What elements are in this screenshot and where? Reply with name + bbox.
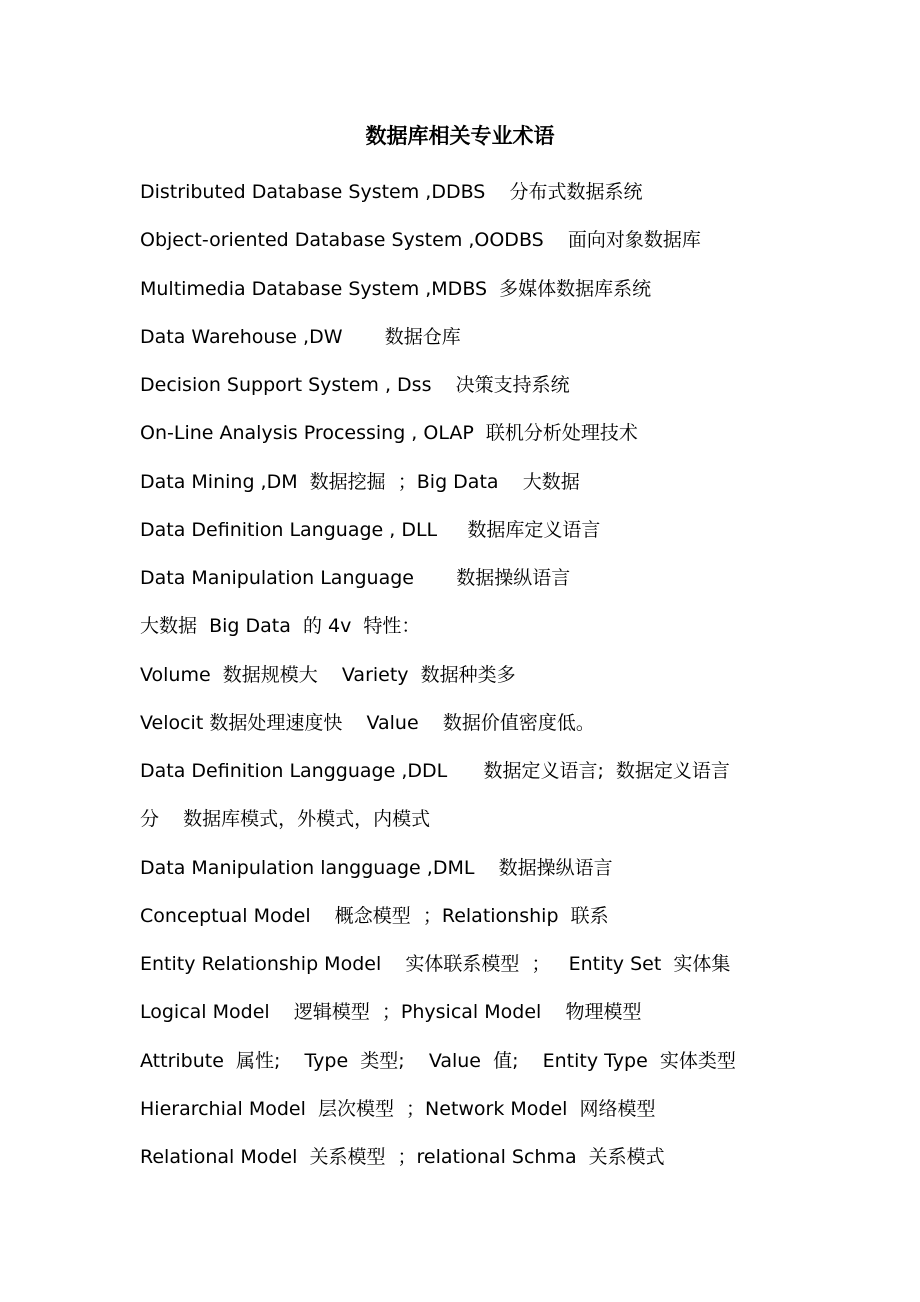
term-line: Distributed Database System ,DDBS 分布式数据系统 bbox=[140, 181, 643, 203]
term-line: On-Line Analysis Processing , OLAP 联机分析处理技术 bbox=[140, 422, 638, 445]
term-line: Object-oriented Database System ,OODBS 面向对象数据库 bbox=[140, 229, 701, 252]
term-line: Data Definition Language , DLL 数据库定义语言 bbox=[140, 518, 601, 541]
term-list bbox=[140, 168, 800, 1181]
term-line: Data Warehouse ,DW 数据仓库 bbox=[140, 325, 461, 348]
term-line: Decision Support System , Dss 决策支持系统 bbox=[140, 374, 570, 396]
term-line: 分 数据库模式，外模式，内模式 bbox=[140, 808, 431, 831]
term-line: Logical Model 逻辑模型 ；Physical Model 物理模型 bbox=[140, 1001, 642, 1024]
term-line: Velocit 数据处理速度快 Value 数据价值密度低。 bbox=[140, 711, 595, 734]
term-line: Data Mining ,DM 数据挖掘 ；Big Data 大数据 bbox=[140, 470, 580, 493]
term-line: Attribute 属性; Type 类型; Value 值; Entity Type 实体类型 bbox=[140, 1049, 736, 1072]
term-line: Data Manipulation langguage ,DML 数据操纵语言 bbox=[140, 856, 613, 879]
term-line: Data Manipulation Language 数据操纵语言 bbox=[140, 567, 571, 589]
term-line: Entity Relationship Model 实体联系模型 ； Entity Set 实体集 bbox=[140, 953, 731, 975]
term-line: Hierarchial Model 层次模型 ；Network Model 网络模型 bbox=[140, 1097, 656, 1120]
term-line: Volume 数据规模大 Variety 数据种类多 bbox=[140, 663, 516, 686]
term-line: Relational Model 关系模型 ；relational Schma 关系模式 bbox=[140, 1146, 665, 1168]
term-line: 大数据 Big Data 的 4v 特性： bbox=[140, 615, 421, 638]
document-title: 数据库相关专业术语 bbox=[365, 124, 555, 148]
term-line: Data Definition Langguage ,DDL 数据定义语言; 数据定义语言 bbox=[140, 760, 730, 782]
term-line: Multimedia Database System ,MDBS 多媒体数据库系统 bbox=[140, 277, 652, 300]
term-line: Conceptual Model 概念模型 ；Relationship 联系 bbox=[140, 904, 609, 927]
